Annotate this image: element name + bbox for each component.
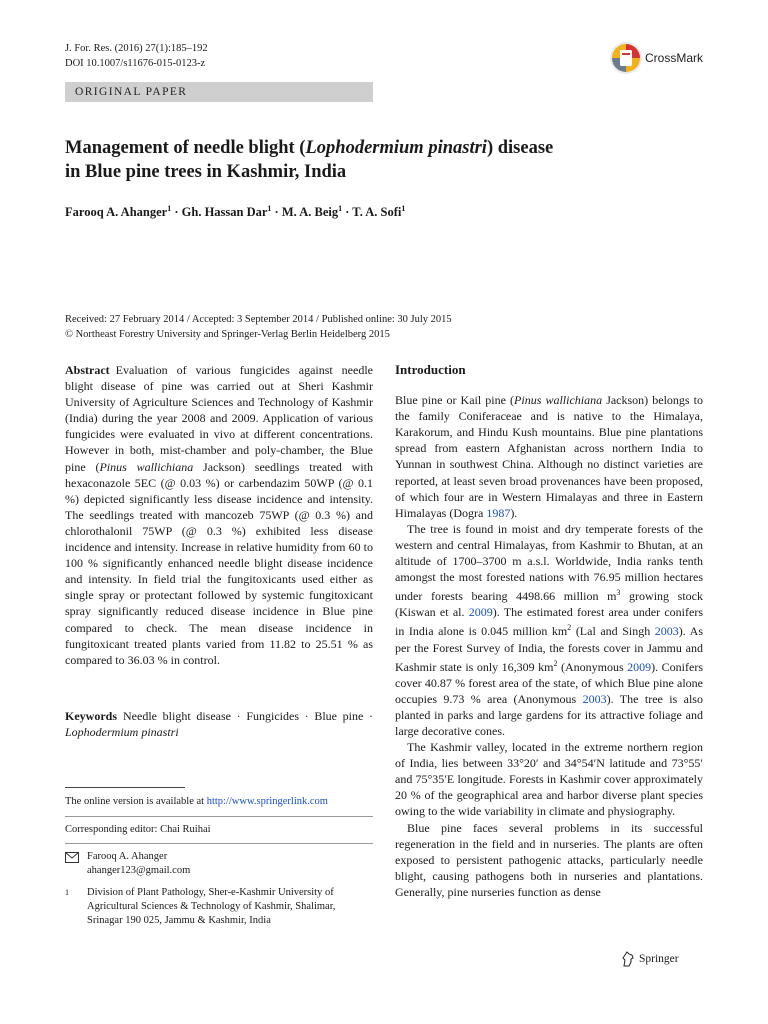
author-separator: · — [171, 205, 182, 220]
footnote-divider — [65, 787, 185, 788]
journal-meta — [65, 41, 208, 71]
affiliation-number: 1 — [65, 888, 69, 897]
crossmark-label: CrossMark — [645, 51, 704, 65]
title-line2: in Blue pine trees in Kashmir, India — [65, 162, 347, 182]
intro-text: ). As per the Forest Survey of India, the forests cover in Jammu and Kashmir state is only 16,309 km — [395, 624, 703, 674]
online-prefix: The online version is available at — [65, 796, 207, 807]
author-affiliation: 1 — [267, 204, 272, 213]
received-dates: Received: 27 February 2014 / Accepted: 3 September 2014 / Published online: 30 July 2015 — [65, 314, 452, 325]
abstract-label: Abstract — [65, 363, 110, 377]
right-column — [395, 362, 703, 900]
intro-text: (Anonymous — [557, 659, 628, 674]
article-type-banner: ORIGINAL PAPER — [65, 82, 373, 102]
left-column — [65, 362, 373, 740]
intro-paragraph-4: Blue pine faces several problems in its successful regeneration in the field and in nurseries. The plants are often exposed to persistent pathogenic attacks, particularly needle blight, causing pathogens both in nurseries and plantations. Generally, pine nurseries function as dense — [395, 820, 703, 899]
abstract — [65, 362, 373, 668]
author-list — [65, 204, 405, 220]
citation-link[interactable]: 1987 — [486, 505, 511, 520]
superscript: 2 — [553, 658, 558, 668]
online-note — [65, 795, 365, 809]
abstract-text-2: Jackson) seedlings treated with hexaconazole 5EC (@ 0.03 %) or carbendazim 50WP (@ 0.1 %) depicted significantly less disease incidence and intensity. The seedlings treated with mancozeb 75WP (@ 0.3 %) and chlorothalonil 75WP (@ 0.3 %) exhibited less disease incidence and intensity. Increase in relative humidity from 60 to 100 % significantly enhanced needle blight disease incidence and intensity. In field trial the fungitoxicants used either as single spray or protectant followed by systemic fungitoxicant spray significantly reduced disease incidence in Blue pine compared to check. The mean disease incidence in fungitoxicant treated plants varied from 11.82 to 25.51 % as compared to 36.03 % in control. — [65, 459, 374, 667]
crossmark-badge[interactable] — [609, 40, 709, 76]
intro-text: Blue pine or Kail pine ( — [395, 393, 515, 408]
keywords-species: Lophodermium pinastri — [65, 724, 179, 739]
author[interactable]: M. A. Beig — [281, 205, 339, 220]
intro-paragraph-2 — [395, 521, 703, 739]
intro-text: ). Conifers cover 40.87 % forest area of the state, of which Blue pine alone occupies 9.73 % area (Anonymous — [395, 659, 703, 706]
superscript: 3 — [616, 588, 621, 598]
contact-name: Farooq A. Ahanger — [87, 851, 168, 862]
envelope-icon — [65, 852, 79, 863]
intro-text: The tree is found in moist and dry temperate forests of the western and central Himalayas, from Kashmir to Bhutan, at an altitude of 1700–3700 m a.s.l. Worldwide, India ranks tenth amongst the most forested nations with 76.95 million hectares under forests bearing 4498.66 million m — [395, 521, 703, 604]
author[interactable]: Gh. Hassan Dar — [181, 205, 268, 220]
citation-link[interactable]: 2009 — [627, 659, 652, 674]
intro-paragraph-1 — [395, 392, 703, 521]
title-part2: ) disease — [486, 138, 554, 158]
intro-text: growing stock (Kiswan et al. — [395, 589, 703, 620]
publication-history — [65, 312, 452, 342]
footnote-separator — [65, 816, 373, 817]
abstract-text-1: Evaluation of various fungicides against needle blight disease of pine was carried out at Sheri Kashmir University of Agriculture Sciences and Technology of Kashmir (India) during the year 2008 and 2009. Application of various fungicides were evaluated in vivo at different concentrations. However in both, mist-chamber and poly-chamber, the Blue pine ( — [65, 363, 373, 474]
intro-paragraph-3: The Kashmir valley, located in the extreme northern region of India, lies between 33°20′ and 34°54′N latitude and 73°55′ and 75°35′E longitude. Forests in Kashmir cover approximately 20 % of the geographical area and harbor diverse plant species owing to the wide variability in climate and physiography. — [395, 740, 703, 819]
footnote-separator — [65, 843, 373, 844]
abstract-species: Pinus wallichiana — [99, 459, 194, 474]
crossmark-icon — [609, 41, 643, 75]
springer-horse-icon — [621, 951, 635, 967]
intro-heading: Introduction — [395, 362, 466, 377]
intro-species: Pinus wallichiana — [514, 393, 603, 408]
citation-link[interactable]: 2009 — [468, 605, 493, 620]
author[interactable]: Farooq A. Ahanger — [65, 205, 168, 220]
author-separator: · — [271, 205, 282, 220]
springerlink-link[interactable]: http://www.springerlink.com — [206, 796, 328, 807]
copyright: © Northeast Forestry University and Springer-Verlag Berlin Heidelberg 2015 — [65, 329, 390, 340]
intro-text: (Lal and Singh — [571, 624, 655, 639]
author-separator: · — [342, 205, 353, 220]
citation-link[interactable]: 2003 — [582, 691, 607, 706]
keywords-label: Keywords — [65, 708, 117, 723]
contact-block — [65, 850, 365, 928]
journal-citation: J. For. Res. (2016) 27(1):185–192 — [65, 43, 208, 54]
intro-text: Jackson) belongs to the family Coniferaceae and is native to the Himalaya, Karakorum, and Hindu Kush mountains. Blue pine plantations spread from eastern Afghanistan across northern India to Yunnan in southwest China. Although no distinct varieties are reported, at least seven broad provenances have been proposed, of which four are in Western Himalayas and three in Eastern Himalayas (Dogra — [395, 393, 703, 520]
publisher-name: Springer — [639, 953, 679, 965]
intro-text: ). The estimated forest area under conifers in India alone is 0.045 million km — [395, 605, 704, 639]
citation-link[interactable]: 2003 — [654, 624, 679, 639]
keywords — [65, 708, 373, 740]
author-affiliation: 1 — [401, 204, 406, 213]
contact-email[interactable]: ahanger123@gmail.com — [87, 865, 191, 876]
title-species: Lophodermium pinastri — [305, 138, 487, 158]
publisher-footer — [621, 951, 679, 967]
author-affiliation: 1 — [167, 204, 172, 213]
intro-text: ). The tree is also planted in parks and large gardens for its attractive foliage and large decorative cones. — [395, 691, 703, 738]
paper-title — [65, 136, 705, 184]
author-affiliation: 1 — [338, 204, 343, 213]
doi: DOI 10.1007/s11676-015-0123-z — [65, 58, 206, 69]
keywords-text: Needle blight disease · Fungicides · Blue pine · — [123, 708, 373, 723]
intro-text: ). — [510, 505, 518, 520]
author[interactable]: T. A. Sofi — [352, 205, 402, 220]
affiliation-text: Division of Plant Pathology, Sher-e-Kashmir University of Agricultural Sciences & Technology of Kashmir, Shalimar, Srinagar 190 025, Jammu & Kashmir, India — [87, 887, 336, 926]
superscript: 2 — [567, 623, 572, 633]
title-part1: Management of needle blight ( — [65, 138, 306, 158]
corresponding-editor: Corresponding editor: Chai Ruihai — [65, 824, 211, 835]
